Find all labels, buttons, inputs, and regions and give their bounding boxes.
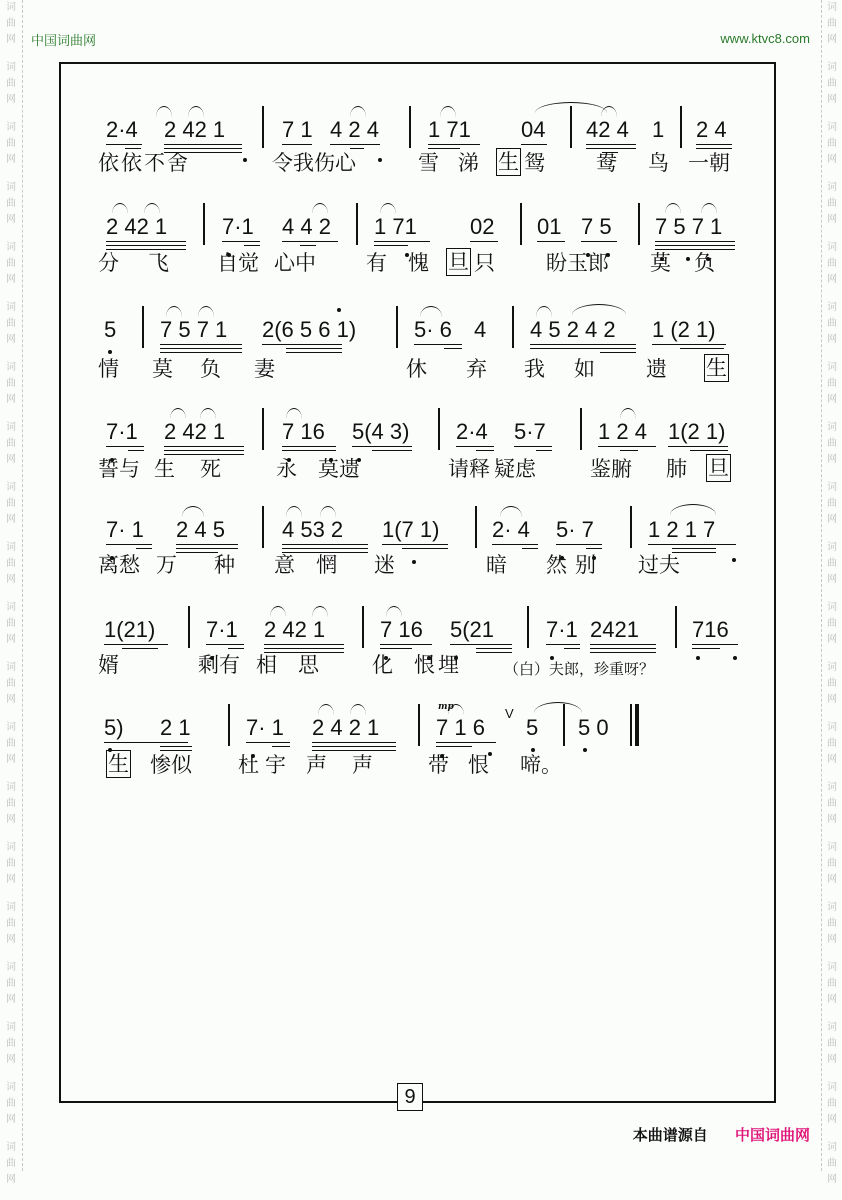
watermark-char: 网: [827, 334, 837, 345]
watermark-char: 曲: [6, 1038, 16, 1049]
watermark-char: 词: [827, 182, 837, 193]
watermark-char: 曲: [827, 978, 837, 989]
right-watermark-strip: [821, 0, 842, 1185]
note-group: 7 5 7 1: [655, 214, 723, 239]
watermark-char: 词: [6, 662, 16, 673]
watermark-char: 曲: [6, 18, 16, 29]
source-label: 本曲谱源自: [632, 1126, 708, 1144]
source-brand[interactable]: 中国词曲网: [734, 1126, 810, 1144]
watermark-char: 网: [6, 154, 16, 165]
watermark-char: 曲: [6, 618, 16, 629]
watermark-char: 网: [827, 94, 837, 105]
note-group: 2 4: [696, 117, 727, 142]
bar-line: [362, 606, 364, 648]
note-group: 2·4: [106, 117, 138, 142]
watermark-char: 曲: [827, 378, 837, 389]
watermark-char: 网: [6, 874, 16, 885]
note-group: 7·1: [106, 419, 138, 444]
note-group: 2 42 1: [164, 117, 226, 142]
watermark-char: 词: [827, 1022, 837, 1033]
watermark-char: 词: [6, 1142, 16, 1153]
note-group: 2 42 1: [264, 617, 326, 642]
watermark-char: 曲: [827, 138, 837, 149]
note-group: 7 1: [282, 117, 313, 142]
watermark-char: 词: [827, 902, 837, 913]
note-group: 2(6 5 6 1): [262, 317, 357, 342]
watermark-char: 网: [6, 814, 16, 825]
watermark-char: 词: [6, 842, 16, 853]
watermark-char: 曲: [827, 738, 837, 749]
watermark-char: 词: [827, 242, 837, 253]
watermark-char: 曲: [6, 978, 16, 989]
bar-line: [356, 203, 358, 245]
note-group: 5· 7: [556, 517, 594, 542]
note-group: 1 2 1 7: [648, 517, 716, 542]
watermark-char: 网: [827, 274, 837, 285]
watermark-char: 词: [827, 542, 837, 553]
note-group: 5: [526, 715, 539, 740]
watermark-char: 词: [6, 122, 16, 133]
dynamic-marking: mp: [438, 702, 454, 712]
note-group: 1(2 1): [668, 419, 726, 444]
footer-credit: [633, 1124, 810, 1145]
watermark-char: 曲: [6, 738, 16, 749]
watermark-char: 曲: [6, 498, 16, 509]
watermark-char: 词: [827, 62, 837, 73]
watermark-char: 词: [6, 62, 16, 73]
watermark-char: 词: [827, 782, 837, 793]
note-group: 4: [474, 317, 487, 342]
watermark-char: 词: [827, 962, 837, 973]
watermark-char: 网: [6, 634, 16, 645]
watermark-char: 网: [6, 694, 16, 705]
watermark-char: 曲: [827, 558, 837, 569]
watermark-char: 曲: [6, 318, 16, 329]
watermark-char: 网: [827, 934, 837, 945]
note-group: 2 42 1: [164, 419, 226, 444]
bar-line: [203, 203, 205, 245]
watermark-char: 曲: [6, 1098, 16, 1109]
watermark-char: 网: [827, 214, 837, 225]
watermark-char: 词: [827, 1082, 837, 1093]
watermark-char: 曲: [827, 1038, 837, 1049]
watermark-char: 网: [827, 34, 837, 45]
watermark-char: 词: [6, 242, 16, 253]
note-group: 7· 1: [246, 715, 284, 740]
watermark-char: 曲: [6, 198, 16, 209]
watermark-char: 曲: [6, 138, 16, 149]
watermark-char: 网: [6, 994, 16, 1005]
watermark-char: 词: [6, 482, 16, 493]
watermark-char: 词: [827, 842, 837, 853]
note-group: 2 1: [160, 715, 191, 740]
bar-line: [520, 203, 522, 245]
note-group: 5·7: [514, 419, 546, 444]
note-group: 5(21: [450, 617, 495, 642]
watermark-char: 网: [827, 514, 837, 525]
watermark-char: 网: [827, 754, 837, 765]
note-group: 716: [692, 617, 729, 642]
watermark-char: 网: [827, 1174, 837, 1185]
watermark-char: 词: [6, 182, 16, 193]
watermark-char: 网: [6, 1114, 16, 1125]
watermark-char: 曲: [827, 498, 837, 509]
note-group: 7·1: [222, 214, 254, 239]
watermark-char: 词: [827, 122, 837, 133]
watermark-char: 网: [6, 574, 16, 585]
bar-line: [262, 506, 264, 548]
watermark-char: 曲: [827, 18, 837, 29]
bar-line: [527, 606, 529, 648]
watermark-char: 词: [827, 2, 837, 13]
watermark-char: 曲: [6, 918, 16, 929]
note-group: 2 4 2 1: [312, 715, 380, 740]
watermark-char: 词: [6, 782, 16, 793]
watermark-char: 网: [6, 1174, 16, 1185]
note-group: 7·1: [206, 617, 238, 642]
bar-line: [475, 506, 477, 548]
note-group: 1 71: [428, 117, 471, 142]
bar-line: [438, 408, 440, 450]
bar-line: [638, 203, 640, 245]
watermark-char: 网: [827, 694, 837, 705]
bar-line: [262, 408, 264, 450]
watermark-char: 词: [827, 362, 837, 373]
watermark-char: 网: [6, 214, 16, 225]
watermark-char: 曲: [6, 678, 16, 689]
note-group: 01: [537, 214, 562, 239]
watermark-char: 网: [6, 514, 16, 525]
watermark-char: 词: [6, 962, 16, 973]
watermark-char: 网: [6, 754, 16, 765]
bar-line: [580, 408, 582, 450]
bar-line: [680, 106, 682, 148]
watermark-char: 词: [827, 302, 837, 313]
watermark-char: 词: [6, 2, 16, 13]
note-group: 7 16: [380, 617, 423, 642]
note-group: 1: [652, 117, 665, 142]
watermark-char: 曲: [6, 798, 16, 809]
bar-line: [142, 306, 144, 348]
page-number: 9: [397, 1083, 423, 1111]
note-group: 5 0: [578, 715, 609, 740]
note-group: 7 1 6: [436, 715, 485, 740]
note-group: 5(4 3): [352, 419, 410, 444]
watermark-char: 曲: [827, 618, 837, 629]
role-mark-sheng: 生: [108, 752, 129, 776]
watermark-char: 词: [6, 1082, 16, 1093]
watermark-char: 曲: [827, 858, 837, 869]
bar-line: [188, 606, 190, 648]
note-group: 4 2 4: [330, 117, 379, 142]
bar-line: [396, 306, 398, 348]
watermark-char: 网: [827, 454, 837, 465]
watermark-char: 网: [827, 394, 837, 405]
note-group: 2·4: [456, 419, 488, 444]
watermark-char: 曲: [6, 258, 16, 269]
note-group: 7 5: [581, 214, 612, 239]
watermark-char: 词: [6, 542, 16, 553]
left-watermark-strip: [0, 0, 23, 1185]
watermark-char: 网: [827, 1054, 837, 1065]
watermark-char: 词: [827, 722, 837, 733]
note-group: 2 4 5: [176, 517, 225, 542]
watermark-char: 曲: [827, 78, 837, 89]
note-group: 7· 1: [106, 517, 144, 542]
watermark-char: 网: [6, 334, 16, 345]
note-group: 7·1: [546, 617, 578, 642]
watermark-char: 网: [6, 94, 16, 105]
final-double-bar: [630, 704, 638, 746]
role-mark-sheng: 生: [498, 150, 519, 174]
site-name: 中国词曲网: [31, 34, 97, 49]
watermark-char: 词: [6, 362, 16, 373]
watermark-char: 曲: [6, 858, 16, 869]
watermark-char: 词: [827, 422, 837, 433]
note-group: 7 16: [282, 419, 325, 444]
watermark-char: 网: [827, 574, 837, 585]
watermark-char: 网: [827, 994, 837, 1005]
note-group: 2 42 1: [106, 214, 168, 239]
bar-line: [228, 704, 230, 746]
watermark-char: 词: [827, 482, 837, 493]
bar-line: [512, 306, 514, 348]
watermark-char: 曲: [827, 1158, 837, 1169]
role-mark-dan: 旦: [448, 250, 469, 274]
breath-mark: V: [505, 706, 514, 721]
watermark-char: 曲: [827, 438, 837, 449]
watermark-char: 网: [6, 454, 16, 465]
note-group: 5: [104, 317, 117, 342]
watermark-char: 词: [827, 662, 837, 673]
watermark-char: 词: [6, 602, 16, 613]
note-group: 1(21): [104, 617, 156, 642]
watermark-char: 网: [827, 1114, 837, 1125]
role-mark-dan: 旦: [708, 456, 729, 480]
watermark-char: 网: [827, 634, 837, 645]
watermark-char: 曲: [6, 78, 16, 89]
watermark-char: 词: [6, 302, 16, 313]
watermark-char: 曲: [827, 1098, 837, 1109]
watermark-char: 词: [6, 722, 16, 733]
note-group: 2· 4: [492, 517, 530, 542]
watermark-char: 网: [827, 874, 837, 885]
watermark-char: 网: [6, 934, 16, 945]
watermark-char: 曲: [827, 198, 837, 209]
note-group: 4 4 2: [282, 214, 331, 239]
bar-line: [409, 106, 411, 148]
role-mark-sheng: 生: [706, 356, 727, 380]
note-group: 1 2 4: [598, 419, 647, 444]
watermark-char: 曲: [827, 798, 837, 809]
note-group: 42 4: [586, 117, 629, 142]
note-group: 02: [470, 214, 495, 239]
spoken-dialogue: （白）夫郎，珍重呀？: [504, 660, 655, 678]
watermark-column: [822, 0, 842, 1200]
watermark-char: 网: [6, 1054, 16, 1065]
bar-line: [675, 606, 677, 648]
watermark-char: 曲: [6, 438, 16, 449]
watermark-char: 曲: [827, 918, 837, 929]
watermark-char: 曲: [827, 318, 837, 329]
watermark-char: 网: [6, 34, 16, 45]
watermark-char: 词: [6, 422, 16, 433]
watermark-char: 网: [827, 814, 837, 825]
watermark-column: [0, 0, 22, 1200]
note-group: 4 5 2 4 2: [530, 317, 616, 342]
bar-line: [418, 704, 420, 746]
bar-line: [630, 506, 632, 548]
watermark-char: 词: [827, 602, 837, 613]
note-group: 1 71: [374, 214, 417, 239]
note-group: 1(7 1): [382, 517, 440, 542]
watermark-char: 网: [6, 274, 16, 285]
watermark-char: 网: [827, 154, 837, 165]
note-group: 7 5 7 1: [160, 317, 228, 342]
note-group: 2421: [590, 617, 639, 642]
site-url[interactable]: www.ktvc8.com: [720, 31, 810, 46]
watermark-char: 词: [827, 1142, 837, 1153]
watermark-char: 词: [6, 902, 16, 913]
watermark-char: 曲: [6, 378, 16, 389]
note-group: 1 (2 1): [652, 317, 716, 342]
note-group: 5· 6: [414, 317, 452, 342]
watermark-char: 曲: [6, 558, 16, 569]
watermark-char: 词: [6, 1022, 16, 1033]
note-group: 04: [521, 117, 546, 142]
watermark-char: 曲: [827, 678, 837, 689]
note-group: 5): [104, 715, 124, 740]
note-group: 4 53 2: [282, 517, 344, 542]
watermark-char: 曲: [6, 1158, 16, 1169]
watermark-char: 网: [6, 394, 16, 405]
bar-line: [262, 106, 264, 148]
watermark-char: 曲: [827, 258, 837, 269]
